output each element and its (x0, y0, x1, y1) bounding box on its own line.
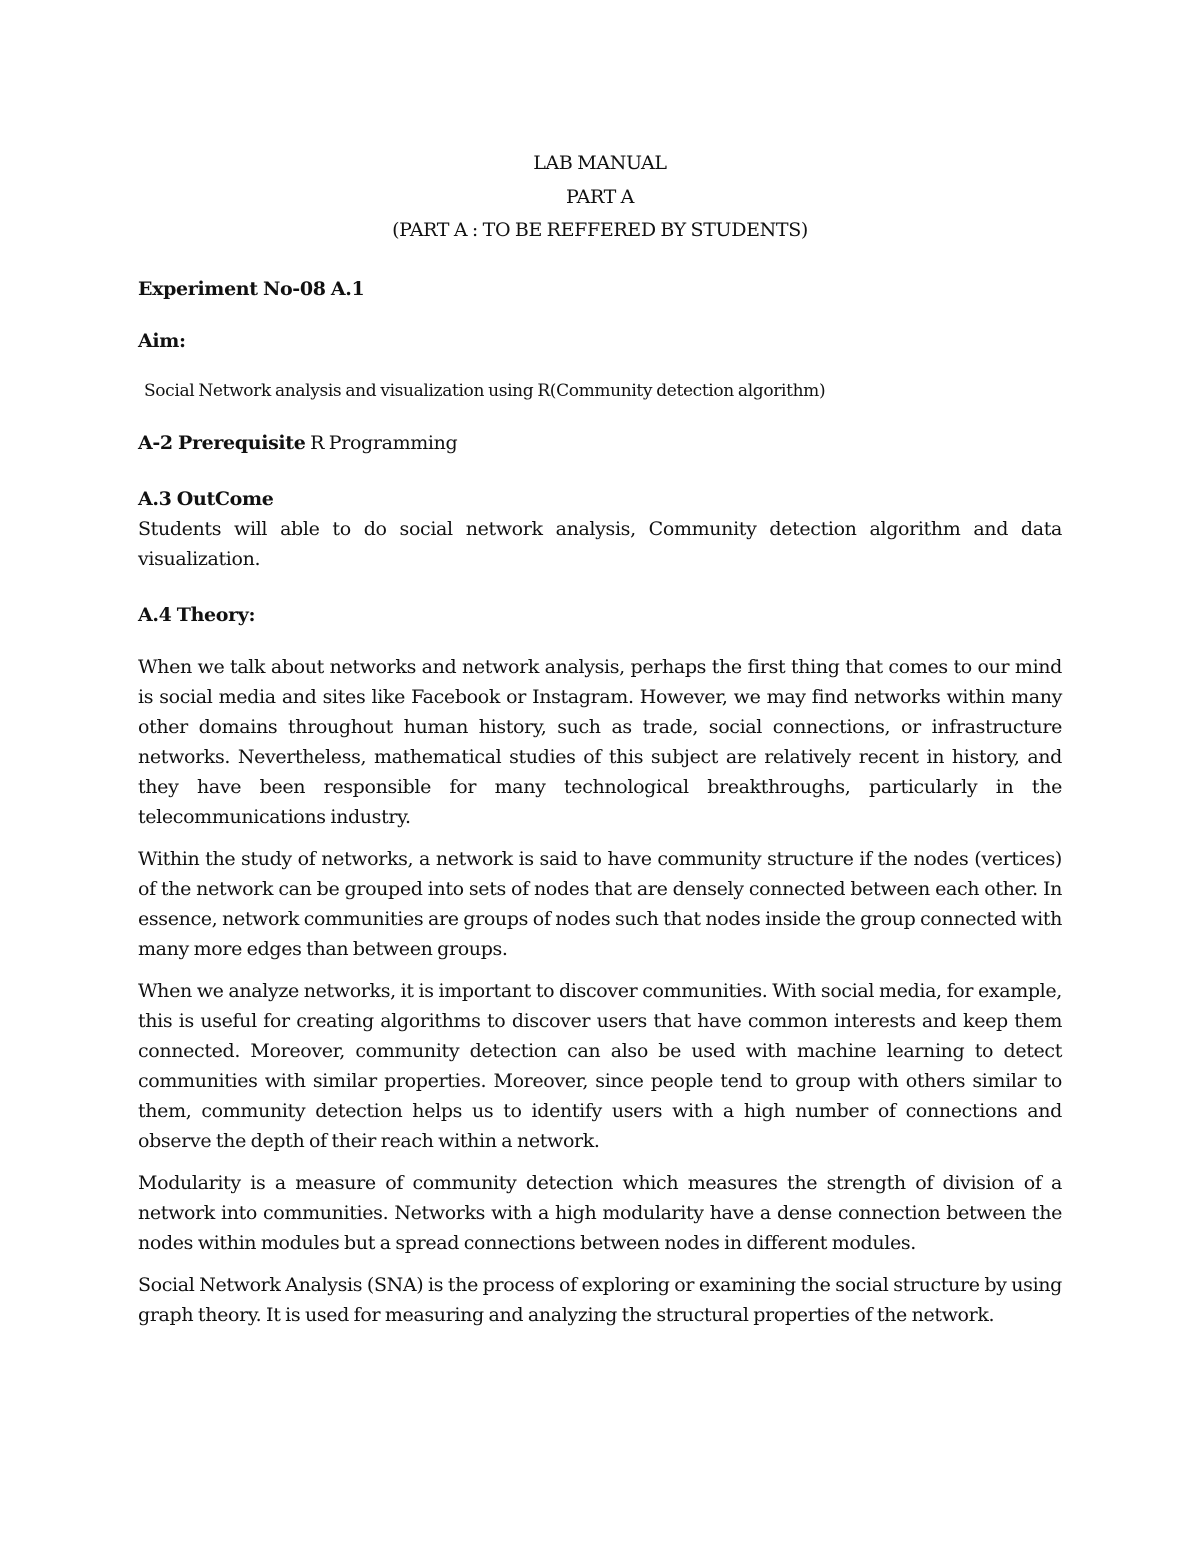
prerequisite-text: R Programming (305, 431, 458, 454)
theory-paragraph: Within the study of networks, a network is said to have community structure if the nodes (vertices) of the network can be grouped into sets of nodes that are densely connected between each other. In essence, network communities are groups of nodes such that nodes inside the group connected with many more edges than between groups. (138, 847, 1062, 960)
theory-paragraph: When we analyze networks, it is important to discover communities. With social media, for example, this is useful for creating algorithms to discover users that have common interests and keep them connected. Moreover, community detection can also be used with machine learning to detect communities with similar properties. Moreover, since people tend to group with others similar to them, community detection helps us to identify users with a high number of connections and observe the depth of their reach within a network. (138, 979, 1062, 1152)
theory-paragraph: Modularity is a measure of community detection which measures the strength of division of a network into communities. Networks with a high modularity have a dense connection between the nodes within modules but a spread connections between nodes in different modules. (138, 1171, 1062, 1254)
theory-paragraph: Social Network Analysis (SNA) is the process of exploring or examining the social structure by using graph theory. It is used for measuring and analyzing the structural properties of the network. (138, 1273, 1062, 1326)
document-header (138, 147, 1062, 248)
header-part: PART A (565, 185, 635, 208)
header-title: LAB MANUAL (533, 152, 667, 174)
aim-text: Social Network analysis and visualization using R(Community detection algorithm) (144, 380, 826, 401)
prerequisite-line (138, 428, 1062, 458)
outcome-heading: A.3 OutCome (138, 487, 274, 510)
aim-heading: Aim: (138, 329, 186, 352)
outcome-text: Students will able to do social network analysis, Community detection algorithm and data visualization. (138, 517, 1062, 570)
prerequisite-heading: A-2 Prerequisite (138, 431, 306, 454)
theory-heading: A.4 Theory: (138, 603, 256, 626)
experiment-title: Experiment No-08 A.1 (138, 277, 365, 300)
header-subtitle: (PART A : TO BE REFFERED BY STUDENTS) (392, 219, 808, 241)
theory-paragraph: When we talk about networks and network analysis, perhaps the first thing that comes to our mind is social media and sites like Facebook or Instagram. However, we may find networks within many other domains throughout human history, such as trade, social connections, or infrastructure networks. Nevertheless, mathematical studies of this subject are relatively recent in history, and they have been responsible for many technological breakthroughs, particularly in the telecommunications industry. (138, 655, 1062, 828)
document-content (138, 147, 1062, 1342)
